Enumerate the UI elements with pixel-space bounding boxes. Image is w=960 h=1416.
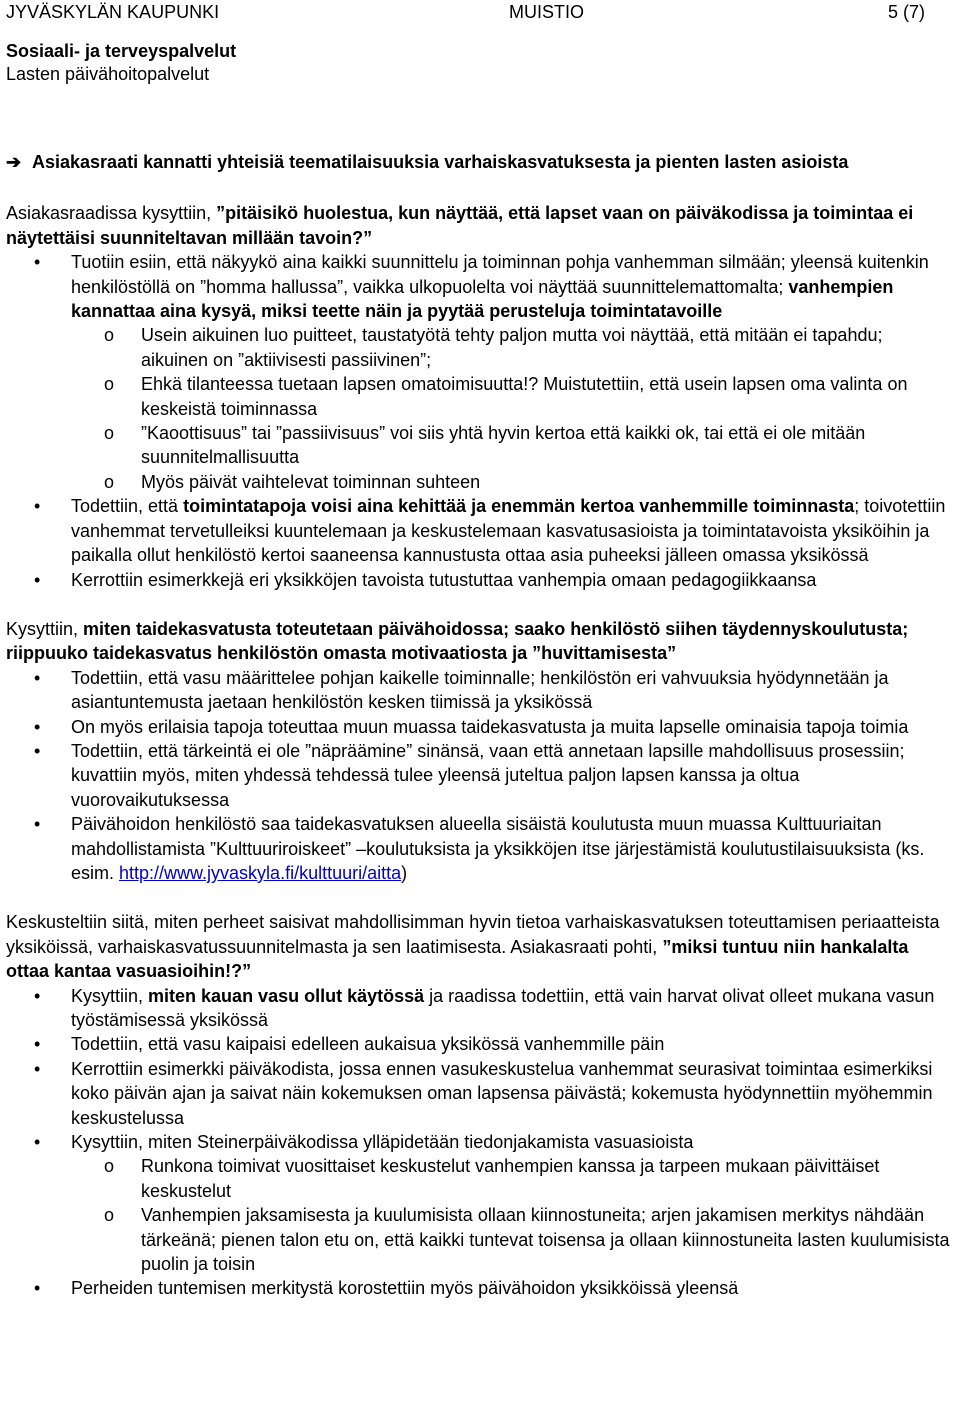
bullet-icon: • — [34, 716, 41, 737]
list-item-text: On myös erilaisia tapoja toteuttaa muun muassa taidekasvatusta ja muita lapselle ominaisia tapoja toimia — [71, 716, 909, 737]
question-intro: Keskusteltiin siitä, miten perheet saisivat mahdollisimman hyvin tietoa varhaiskasvatuksen toteuttamisen periaatteista yksiköissä, varhaiskasvatussuunnitelmasta ja sen laatimisesta. Asiakasraati pohti, — [6, 912, 940, 957]
list-item-text: Kerrottiin esimerkki päiväkodista, jossa ennen vasukeskustelua vanhemmat seurasivat toimintaa esimerkiksi koko päivän ajan ja saivat näin kokemuksen oman lapsensa päivästä; kokemusta hyödynnettiin myöhemmin keskustelussa — [71, 1058, 933, 1128]
question-paragraph — [6, 201, 954, 250]
list-item — [6, 1032, 954, 1056]
memo-body — [6, 150, 954, 1301]
list-item — [6, 1057, 954, 1130]
list-item-text: Todettiin, että — [71, 496, 184, 517]
sub-list-item-text: Ehkä tilanteessa tuetaan lapsen omatoimisuutta!? Muistutettiin, että usein lapsen oma valinta on keskeistä toiminnassa — [141, 374, 908, 419]
list-item-text: Kysyttiin, miten Steinerpäiväkodissa ylläpidetään tiedonjakamista vasuasioista — [71, 1132, 694, 1153]
list-item-text: Kerrottiin esimerkkejä eri yksikköjen tavoista tutustuttaa vanhempia omaan pedagogiikkaansa — [71, 569, 817, 590]
question-emphasis: miten taidekasvatusta toteutetaan päivähoidossa; saako henkilöstö siihen täydennyskoulutusta; riippuuko taidekasvatus henkilöstön omasta motivaatiosta ja ”huvittamisesta” — [6, 618, 909, 664]
sub-list-item — [71, 1154, 954, 1203]
sub-list-item-text: Myös päivät vaihtelevat toiminnan suhteen — [141, 471, 481, 492]
list-item — [6, 812, 954, 885]
bullet-icon: • — [34, 1132, 41, 1153]
list-item-text: Todettiin, että vasu kaipaisi edelleen aukaisua yksikössä vanhemmille päin — [71, 1034, 665, 1055]
question-emphasis: ”miksi tuntuu niin hankalalta ottaa kantaa vasuasioihin!?” — [6, 936, 909, 982]
sub-list-item-text: Vanhempien jaksamisesta ja kuulumisista ollaan kiinnostuneita; arjen jakamisen merkitys nähdään tärkeänä; pienen talon etu on, että kaikki tuntevat toisensa ja ollaan kiinnostuneita lasten kuulumisista puolin ja toisin — [141, 1205, 950, 1275]
header-unit: Lasten päivähoitopalvelut — [6, 64, 210, 84]
question-intro: Asiakasraadissa kysyttiin, — [6, 203, 217, 224]
sub-bullet-list — [71, 323, 954, 494]
sub-bullet-icon: o — [104, 423, 115, 444]
sub-list-item-text: ”Kaoottisuus” tai ”passiivisuus” voi siis yhtä hyvin kertoa että kaikki ok, tai että ei ole mitään suunnitelmallisuutta — [141, 423, 866, 468]
list-item — [6, 1130, 954, 1276]
list-item-text: Tuotiin esiin, että näkyykö aina kaikki suunnittelu ja toiminnan pohja vanhemman silmään; yleensä kuitenkin henkilöstöllä on ”homma hallussa”, vaikka ulkopuolelta voi näyttää suunnittelemattomalta; — [71, 252, 929, 297]
list-item — [6, 666, 954, 715]
question-paragraph — [6, 617, 954, 666]
sub-list-item-text: Runkona toimivat vuosittaiset keskustelut vanhempien kanssa ja tarpeen mukaan päivittäiset keskustelut — [141, 1156, 880, 1201]
arrow-icon: ➔ — [6, 152, 22, 172]
sub-list-item — [71, 372, 954, 421]
list-item-text: Perheiden tuntemisen merkitystä korostettiin myös päivähoidon yksikköissä yleensä — [71, 1278, 739, 1299]
sub-list-item — [71, 470, 954, 494]
bullet-icon: • — [34, 569, 41, 590]
list-item — [6, 1276, 954, 1300]
header-organization: JYVÄSKYLÄN KAUPUNKI — [6, 2, 220, 22]
bullet-icon: • — [34, 1058, 41, 1079]
list-item — [6, 494, 954, 567]
sub-bullet-icon: o — [104, 471, 115, 492]
bullet-icon: • — [34, 496, 41, 517]
list-item — [6, 739, 954, 812]
bullet-icon: • — [34, 985, 41, 1006]
question-emphasis: ”pitäisikö huolestua, kun näyttää, että lapset vaan on päiväkodissa ja toimintaa ei näytettäisi suunniteltavan millään tavoin?” — [6, 203, 914, 248]
bullet-icon: • — [34, 252, 41, 273]
sub-list-item — [71, 1203, 954, 1276]
bullet-icon: • — [34, 1034, 41, 1055]
sub-bullet-list — [71, 1154, 954, 1276]
sub-bullet-icon: o — [104, 325, 115, 346]
list-item-text: Todettiin, että tärkeintä ei ole ”näpräämine” sinänsä, vaan että annetaan lapsille mahdollisuus prosessiin; kuvattiin myös, miten yhdessä tehdessä tulee yleensä juteltua paljon lapsen kanssa ja oltua vuorovaikutuksessa — [71, 740, 905, 810]
list-item-text: Todettiin, että vasu määrittelee pohjan kaikelle toiminnalle; henkilöstön eri vahvuuksia hyödynnetään ja asiantuntemusta jaetaan henkilöstön kesken tiimissä ja yksikössä — [71, 667, 889, 713]
list-item-emphasis: toimintatapoja voisi aina kehittää ja enemmän kertoa vanhemmille toiminnasta — [183, 496, 855, 517]
bullet-icon: • — [34, 740, 41, 761]
sub-list-item — [71, 323, 954, 372]
sub-bullet-icon: o — [104, 374, 115, 395]
sub-bullet-icon: o — [104, 1205, 115, 1226]
bullet-icon: • — [34, 1278, 41, 1299]
list-item-emphasis: miten kauan vasu ollut käytössä — [148, 985, 425, 1006]
list-item-text: ) — [401, 862, 408, 883]
bullet-list — [6, 984, 954, 1301]
list-item — [6, 568, 954, 592]
list-item-text: ; toivotettiin vanhemmat tervetulleiksi kuuntelemaan ja keskustelemaan kasvatusasioista ja toimintatavoista yksiköihin ja paikalla ollut henkilöstö kertoi saaneensa kannustusta ottaa asia puheeksi jälleen omassa yksikössä — [71, 496, 946, 566]
list-item — [6, 250, 954, 494]
sub-bullet-icon: o — [104, 1156, 115, 1177]
list-item-emphasis: vanhempien kannattaa aina kysyä, miksi teette näin ja pyytää perusteluja toimintatavoille — [71, 276, 894, 322]
question-intro: Kysyttiin, — [6, 618, 84, 639]
list-item-text: Kysyttiin, — [71, 985, 149, 1006]
list-item — [6, 984, 954, 1033]
bullet-icon: • — [34, 667, 41, 688]
bullet-list — [6, 250, 954, 592]
sub-list-item — [71, 421, 954, 470]
list-item — [6, 715, 954, 739]
header-document-type: MUISTIO — [509, 2, 584, 22]
section-heading-text: Asiakasraati kannatti yhteisiä teematilaisuuksia varhaiskasvatuksesta ja pienten lasten asioista — [32, 152, 849, 172]
header-page-number: 5 (7) — [888, 2, 926, 22]
list-item-text: ja raadissa todettiin, että vain harvat olivat olleet mukana vasun työstämisessä yksikössä — [71, 985, 935, 1030]
sub-list-item-text: Usein aikuinen luo puitteet, taustatyötä tehty paljon mutta voi näyttää, että mitään ei tapahdu; aikuinen on ”aktiivisesti passiivinen”; — [141, 325, 883, 370]
header-department: Sosiaali- ja terveyspalvelut — [6, 41, 237, 61]
question-paragraph — [6, 910, 954, 983]
bullet-list — [6, 666, 954, 886]
bullet-icon: • — [34, 814, 41, 835]
list-item-text: Päivähoidon henkilöstö saa taidekasvatuksen alueella sisäistä koulutusta muun muassa Kulttuuriaitan mahdollistamista ”Kulttuuriroiskeet” –koulutuksista ja yksikköjen itse järjestämistä koulutustilaisuuksista (ks. esim. — [71, 814, 925, 883]
section-heading — [6, 150, 954, 174]
kulttuuriaitta-link[interactable]: http://www.jyvaskyla.fi/kulttuuri/aitta — [119, 862, 402, 883]
